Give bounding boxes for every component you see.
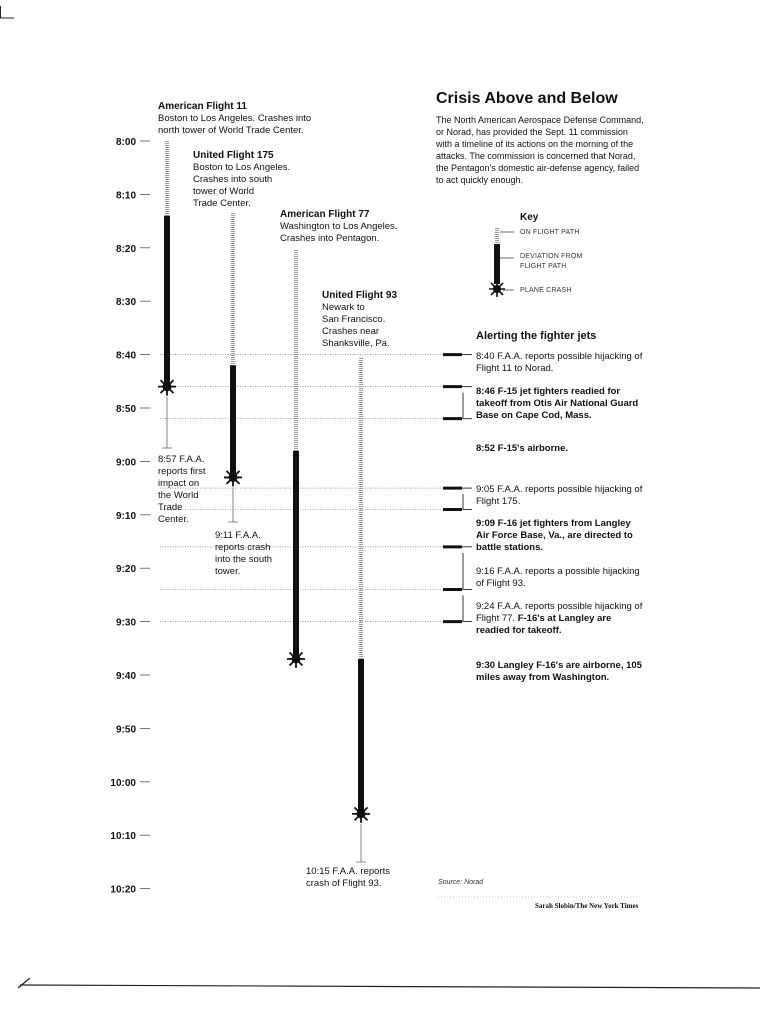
flight-name: United Flight 93 — [322, 290, 397, 301]
note-line: the World — [158, 490, 199, 501]
crash-marker-icon — [158, 378, 176, 396]
time-axis — [110, 137, 150, 896]
alert-item: 9:30 Langley F-16's are airborne, 105 miles away from Washington. — [476, 660, 642, 683]
alert-bracket — [463, 393, 472, 419]
note-aa11 — [158, 454, 206, 526]
axis-tick-label: 10:20 — [110, 884, 136, 896]
axis-tick-label: 9:50 — [115, 724, 136, 736]
alert-item — [476, 601, 646, 637]
axis-tick-label: 10:10 — [110, 831, 136, 843]
axis-tick-label: 10:00 — [110, 777, 136, 789]
alert-item: 8:40 F.A.A. reports possible hijacking of Flight 11 to Norad. — [476, 351, 643, 374]
flight-desc-line: Crashes into south — [193, 174, 273, 185]
flight-label-aa11 — [158, 101, 311, 137]
alerts-title: Alerting the fighter jets — [476, 330, 597, 342]
intro-text: The North American Aerospace Defense Command, or Norad, has provided the Sept. 11 commission with a timeline of its actions on the morning of the attacks. The commission is concerned that Norad, the Pentagon's domestic air-defense agency, failed to act quickly enough. — [436, 115, 644, 185]
crash-marker-icon — [287, 650, 305, 668]
crash-marker-icon — [352, 805, 370, 823]
flight-desc-line: Newark to — [322, 302, 365, 313]
alert-item: 9:05 F.A.A. reports possible hijacking of Flight 175. — [476, 484, 643, 507]
crash-marker-rays — [287, 650, 305, 668]
flight-desc-line: north tower of World Trade Center. — [158, 125, 304, 136]
flight-desc-line: Crashes into Pentagon. — [280, 233, 380, 244]
alert-item: 8:46 F-15 jet fighters readied for takeoff from Otis Air National Guard Base on Cape Cod, Mass. — [476, 386, 639, 421]
flight-desc-line: Boston to Los Angeles. — [193, 162, 291, 173]
flight-label-ua93 — [322, 290, 397, 350]
alert-bracket — [463, 494, 472, 509]
axis-tick-label: 8:00 — [115, 137, 136, 148]
pen-mark — [18, 978, 30, 988]
credit-line: Sarah Slobin/The New York Times — [535, 902, 639, 910]
axis-tick-label: 9:20 — [115, 564, 136, 576]
note-line: impact on — [158, 478, 200, 489]
axis-tick-label: 8:40 — [115, 350, 136, 362]
alert-item: 9:16 F.A.A. reports a possible hijacking of Flight 93. — [476, 566, 640, 589]
key-graphic — [489, 228, 514, 297]
crash-marker-rays — [158, 378, 176, 396]
key-crash-label: PLANE CRASH — [520, 287, 572, 294]
flight-desc-line: Trade Center. — [193, 198, 251, 209]
key-title: Key — [520, 212, 539, 223]
flight-name: United Flight 175 — [193, 150, 274, 161]
key-on-path-label: ON FLIGHT PATH — [520, 229, 580, 236]
note-line: reports crash — [215, 542, 271, 553]
note-line: into the south — [215, 554, 273, 565]
note-line: tower. — [215, 566, 241, 577]
flight-desc-line: San Francisco. — [322, 314, 386, 325]
axis-tick-label: 8:20 — [115, 243, 136, 255]
axis-tick-label: 9:10 — [115, 510, 136, 522]
flight-name: American Flight 11 — [158, 101, 247, 112]
page-bottom-rule — [20, 985, 760, 988]
flight-desc-line: Shanksville, Pa. — [322, 338, 390, 349]
key-deviation-label-2: FLIGHT PATH — [520, 263, 567, 270]
flight-label-aa77 — [280, 209, 397, 245]
flight-name: American Flight 77 — [280, 209, 370, 220]
axis-tick-label: 8:10 — [115, 190, 136, 202]
crash-marker-rays — [352, 805, 370, 823]
key-deviation-label-1: DEVIATION FROM — [520, 253, 583, 260]
alert-item: 9:09 F-16 jet fighters from Langley Air Force Base, Va., are directed to battle stations. — [476, 518, 633, 553]
axis-tick-label: 9:40 — [115, 671, 136, 682]
axis-tick-label: 9:00 — [115, 457, 136, 469]
axis-tick-label: 8:30 — [115, 297, 136, 309]
alert-item: 8:52 F-15's airborne. — [476, 443, 569, 454]
note-line: crash of Flight 93. — [306, 878, 382, 889]
axis-tick-label: 9:30 — [115, 617, 136, 629]
note-line: 10:15 F.A.A. reports — [306, 866, 390, 877]
note-line: 8:57 F.A.A. — [158, 454, 205, 465]
crash-marker-rays — [224, 468, 242, 486]
note-ua93 — [306, 866, 390, 890]
flight-desc-line: tower of World — [193, 186, 255, 197]
alert-bracket — [463, 596, 472, 622]
note-line: 9:11 F.A.A. — [215, 530, 261, 541]
flight-desc-line: Washington to Los Angeles. — [280, 221, 398, 232]
flight-desc-line: Crashes near — [322, 326, 380, 337]
note-line: Center. — [158, 514, 189, 525]
source-note: Source: Norad — [438, 879, 484, 886]
alert-markers — [443, 355, 472, 622]
axis-tick-label: 8:50 — [115, 404, 136, 415]
crash-marker-icon — [224, 468, 242, 486]
alert-bracket — [463, 553, 472, 590]
key-crash-icon — [489, 281, 505, 297]
flight-desc-line: Boston to Los Angeles. Crashes into — [158, 113, 312, 124]
note-ua175 — [215, 530, 272, 578]
flight-label-ua175 — [193, 150, 290, 210]
note-line: reports first — [158, 466, 206, 477]
alert-text-plain: 9:24 F.A.A. reports possible hijacking of Flight 77. — [476, 601, 643, 624]
graphic-title: Crisis Above and Below — [436, 90, 618, 107]
alert-text-bold: F-16's at Langley are readied for takeoff. — [476, 613, 612, 636]
note-line: Trade — [158, 502, 183, 513]
